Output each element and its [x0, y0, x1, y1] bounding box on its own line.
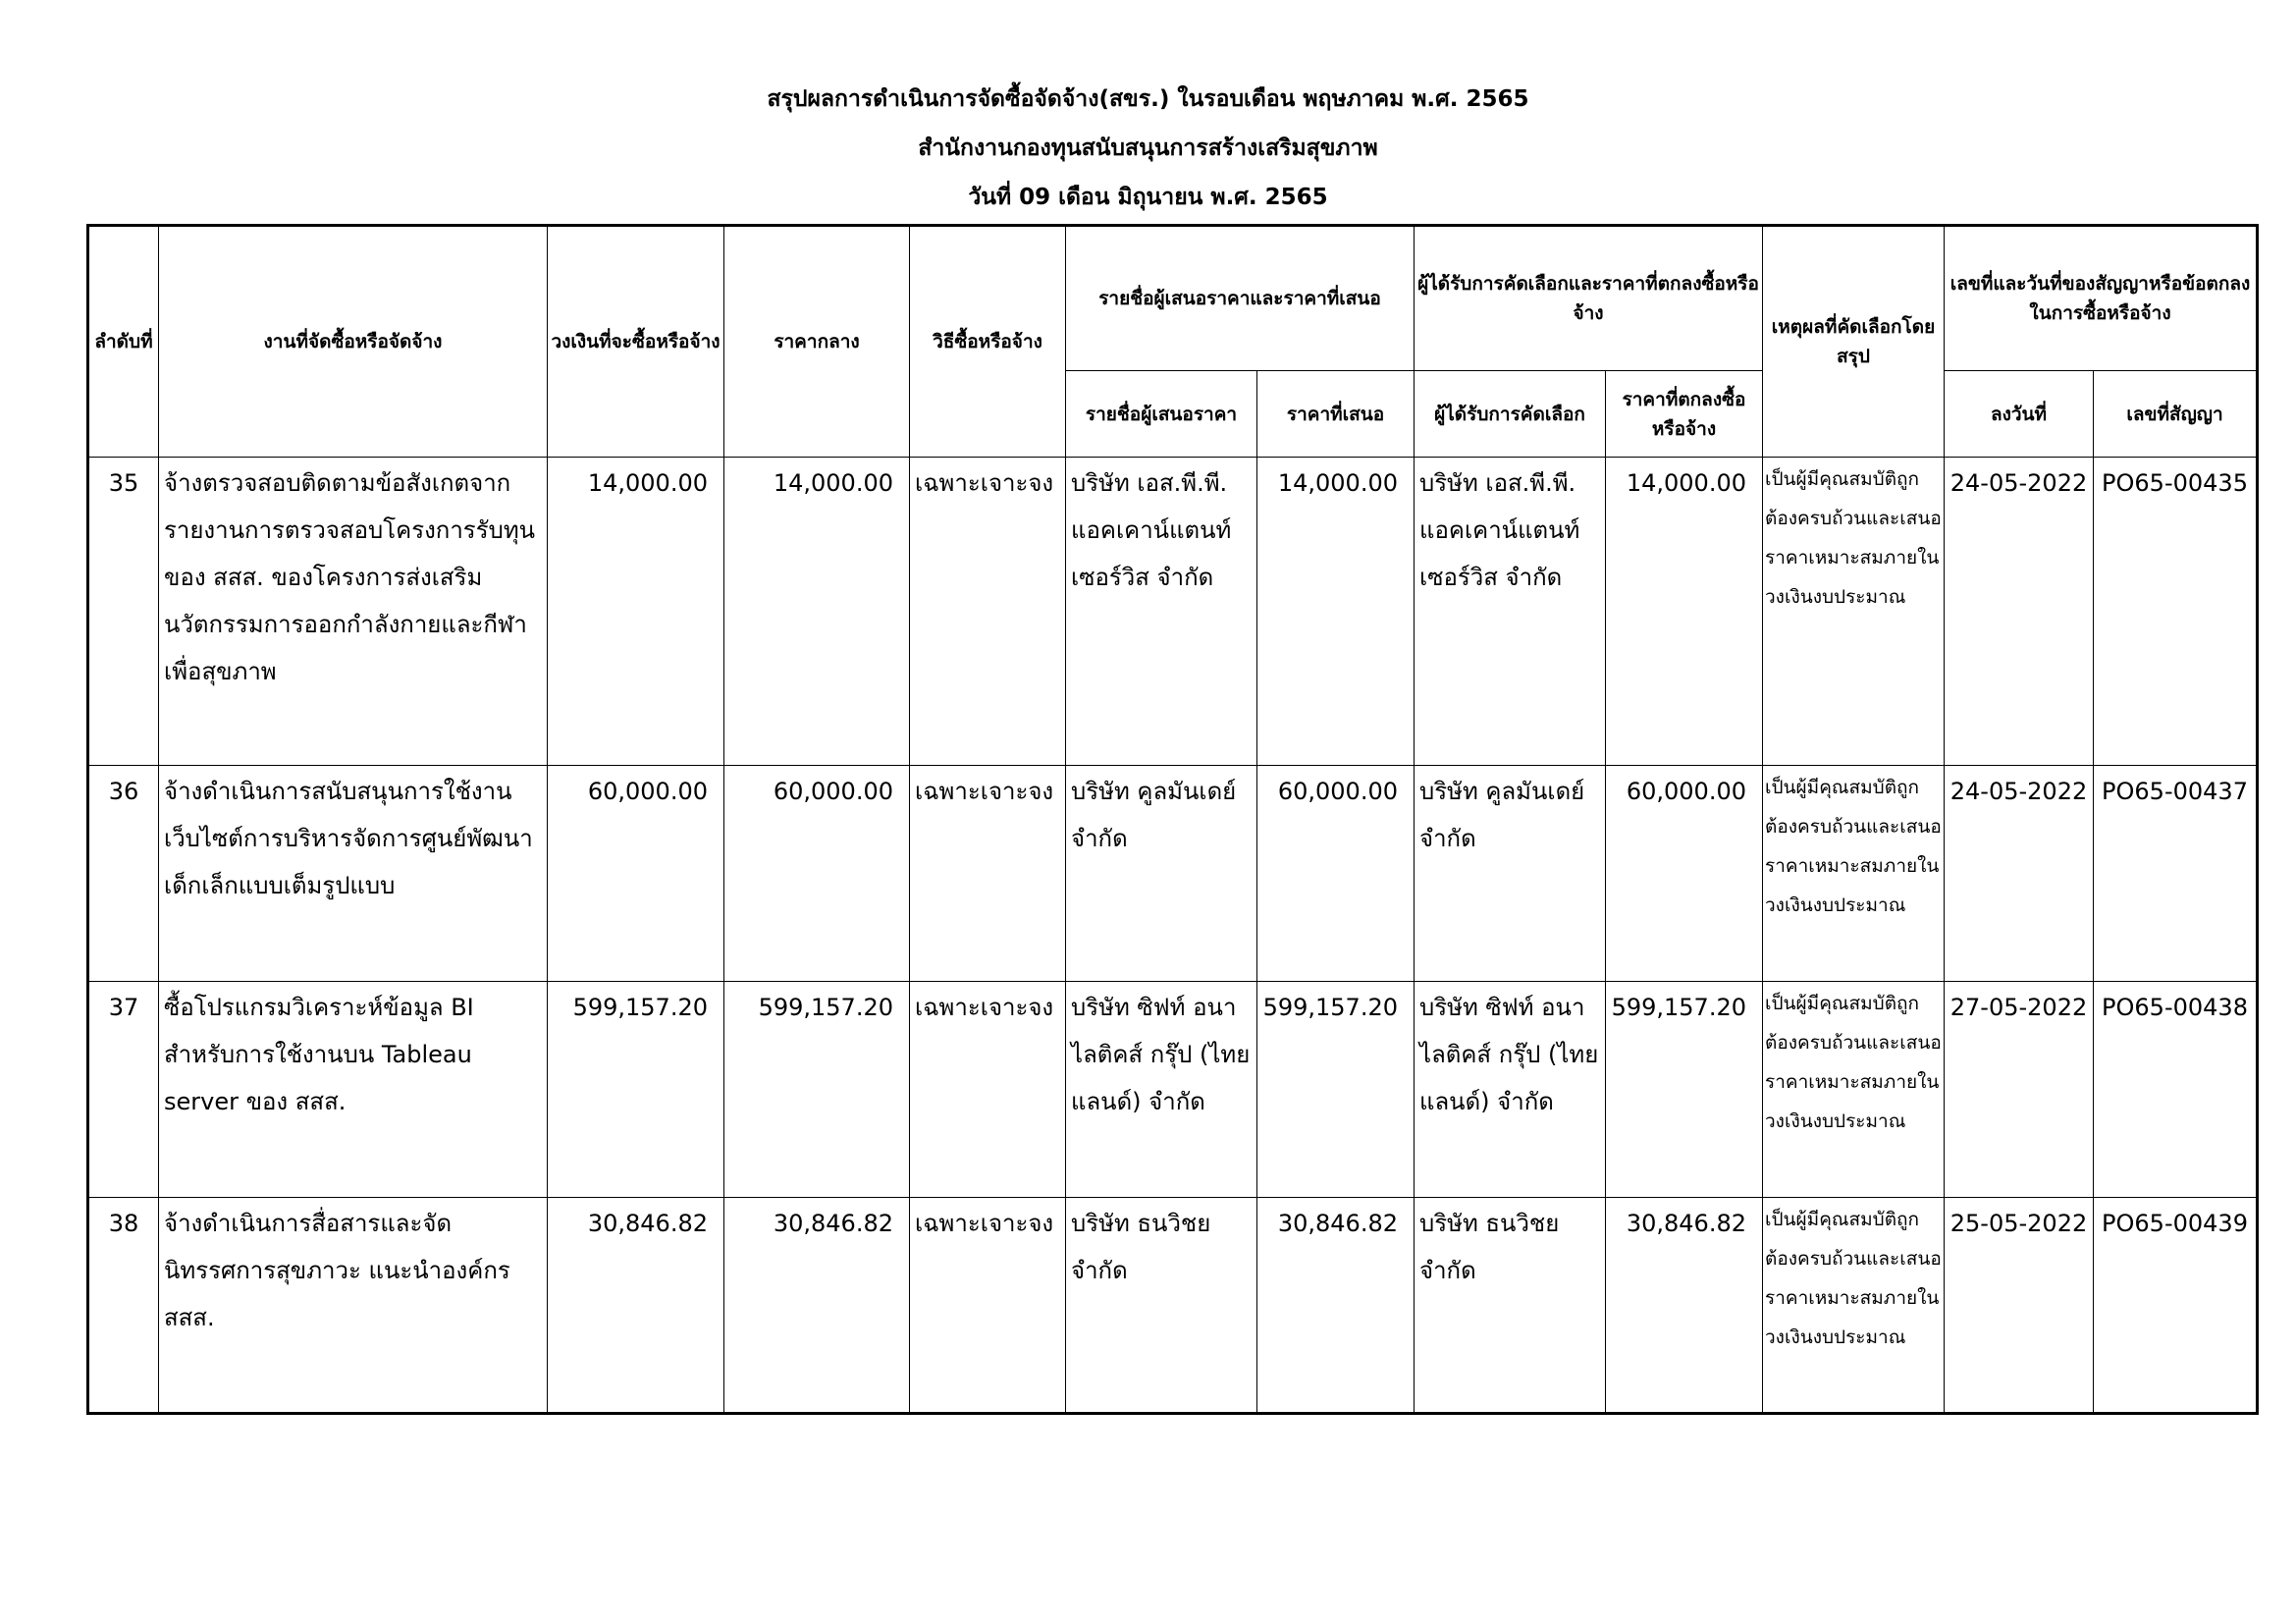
col-header-bid-price: ราคาที่เสนอ	[1257, 371, 1415, 458]
col-header-budget: วงเงินที่จะซื้อหรือจ้าง	[548, 226, 724, 458]
row-work: จ้างดำเนินการสนับสนุนการใช้งานเว็บไซต์การบริหารจัดการศูนย์พัฒนาเด็กเล็กแบบเต็มรูปแบบ	[159, 766, 548, 982]
col-header-bidder-name: รายชื่อผู้เสนอราคา	[1066, 371, 1257, 458]
row-bidder: บริษัท คูลมันเดย์ จำกัด	[1066, 766, 1257, 982]
col-header-sign-date: ลงวันที่	[1945, 371, 2094, 458]
row-selected: บริษัท ธนวิชย จำกัด	[1415, 1198, 1606, 1414]
row-bid-price: 14,000.00	[1257, 458, 1415, 766]
col-header-median-price: ราคากลาง	[724, 226, 910, 458]
row-contract-no: PO65-00437	[2094, 766, 2258, 982]
row-selected: บริษัท คูลมันเดย์ จำกัด	[1415, 766, 1606, 982]
row-contract-no: PO65-00439	[2094, 1198, 2258, 1414]
col-header-contract-group: เลขที่และวันที่ของสัญญาหรือข้อตกลงในการซื้อหรือจ้าง	[1945, 226, 2258, 371]
row-sign-date: 24-05-2022	[1945, 766, 2094, 982]
report-date: วันที่ 09 เดือน มิถุนายน พ.ศ. 2565	[968, 185, 1328, 210]
row-agreed-price: 30,846.82	[1606, 1198, 1763, 1414]
row-bid-price: 30,846.82	[1257, 1198, 1415, 1414]
report-title: สรุปผลการดำเนินการจัดซื้อจัดจ้าง(สขร.) ในรอบเดือน พฤษภาคม พ.ศ. 2565	[767, 86, 1529, 112]
row-bid-price: 60,000.00	[1257, 766, 1415, 982]
row-bidder: บริษัท ซิฟท์ อนาไลติคส์ กรุ๊ป (ไทยแลนด์) จำกัด	[1066, 982, 1257, 1198]
row-agreed-price: 14,000.00	[1606, 458, 1763, 766]
row-work: จ้างตรวจสอบติดตามข้อสังเกตจากรายงานการตรวจสอบโครงการรับทุนของ สสส. ของโครงการส่งเสริมนวัตกรรมการออกกำลังกายและกีฬาเพื่อสุขภาพ	[159, 458, 548, 766]
row-reason: เป็นผู้มีคุณสมบัติถูกต้องครบถ้วนและเสนอราคาเหมาะสมภายในวงเงินงบประมาณ	[1763, 458, 1945, 766]
row-seq: 38	[88, 1198, 159, 1414]
row-seq: 36	[88, 766, 159, 982]
row-bid-price: 599,157.20	[1257, 982, 1415, 1198]
row-method: เฉพาะเจาะจง	[910, 982, 1066, 1198]
col-header-reason: เหตุผลที่คัดเลือกโดยสรุป	[1763, 226, 1945, 458]
col-header-method: วิธีซื้อหรือจ้าง	[910, 226, 1066, 458]
row-contract-no: PO65-00435	[2094, 458, 2258, 766]
col-header-agreed-price: ราคาที่ตกลงซื้อหรือจ้าง	[1606, 371, 1763, 458]
row-reason: เป็นผู้มีคุณสมบัติถูกต้องครบถ้วนและเสนอราคาเหมาะสมภายในวงเงินงบประมาณ	[1763, 982, 1945, 1198]
row-bidder: บริษัท ธนวิชย จำกัด	[1066, 1198, 1257, 1414]
row-budget: 60,000.00	[548, 766, 724, 982]
row-bidder: บริษัท เอส.พี.พี. แอคเคาน์แตนท์ เซอร์วิส จำกัด	[1066, 458, 1257, 766]
procurement-table	[86, 224, 2259, 1415]
row-median-price: 30,846.82	[724, 1198, 910, 1414]
table-row	[88, 982, 2258, 1198]
row-method: เฉพาะเจาะจง	[910, 766, 1066, 982]
row-agreed-price: 60,000.00	[1606, 766, 1763, 982]
table-row	[88, 766, 2258, 982]
row-budget: 30,846.82	[548, 1198, 724, 1414]
col-header-bidders-group: รายชื่อผู้เสนอราคาและราคาที่เสนอ	[1066, 226, 1415, 371]
col-header-selected-group: ผู้ได้รับการคัดเลือกและราคาที่ตกลงซื้อหรือจ้าง	[1415, 226, 1763, 371]
row-seq: 35	[88, 458, 159, 766]
row-selected: บริษัท ซิฟท์ อนาไลติคส์ กรุ๊ป (ไทยแลนด์) จำกัด	[1415, 982, 1606, 1198]
col-header-selected-name: ผู้ได้รับการคัดเลือก	[1415, 371, 1606, 458]
row-seq: 37	[88, 982, 159, 1198]
row-method: เฉพาะเจาะจง	[910, 458, 1066, 766]
row-method: เฉพาะเจาะจง	[910, 1198, 1066, 1414]
row-contract-no: PO65-00438	[2094, 982, 2258, 1198]
row-median-price: 60,000.00	[724, 766, 910, 982]
row-agreed-price: 599,157.20	[1606, 982, 1763, 1198]
row-median-price: 14,000.00	[724, 458, 910, 766]
row-budget: 14,000.00	[548, 458, 724, 766]
row-reason: เป็นผู้มีคุณสมบัติถูกต้องครบถ้วนและเสนอราคาเหมาะสมภายในวงเงินงบประมาณ	[1763, 1198, 1945, 1414]
row-budget: 599,157.20	[548, 982, 724, 1198]
col-header-work: งานที่จัดซื้อหรือจัดจ้าง	[159, 226, 548, 458]
row-reason: เป็นผู้มีคุณสมบัติถูกต้องครบถ้วนและเสนอราคาเหมาะสมภายในวงเงินงบประมาณ	[1763, 766, 1945, 982]
table-row	[88, 1198, 2258, 1414]
row-sign-date: 27-05-2022	[1945, 982, 2094, 1198]
row-work: ซื้อโปรแกรมวิเคราะห์ข้อมูล BI สำหรับการใช้งานบน Tableau server ของ สสส.	[159, 982, 548, 1198]
row-median-price: 599,157.20	[724, 982, 910, 1198]
row-sign-date: 25-05-2022	[1945, 1198, 2094, 1414]
col-header-contract-no: เลขที่สัญญา	[2094, 371, 2258, 458]
row-work: จ้างดำเนินการสื่อสารและจัดนิทรรศการสุขภาวะ แนะนำองค์กร สสส.	[159, 1198, 548, 1414]
row-sign-date: 24-05-2022	[1945, 458, 2094, 766]
organization-name: สำนักงานกองทุนสนับสนุนการสร้างเสริมสุขภาพ	[918, 135, 1378, 161]
row-selected: บริษัท เอส.พี.พี. แอคเคาน์แตนท์ เซอร์วิส จำกัด	[1415, 458, 1606, 766]
col-header-seq: ลำดับที่	[88, 226, 159, 458]
table-row	[88, 458, 2258, 766]
